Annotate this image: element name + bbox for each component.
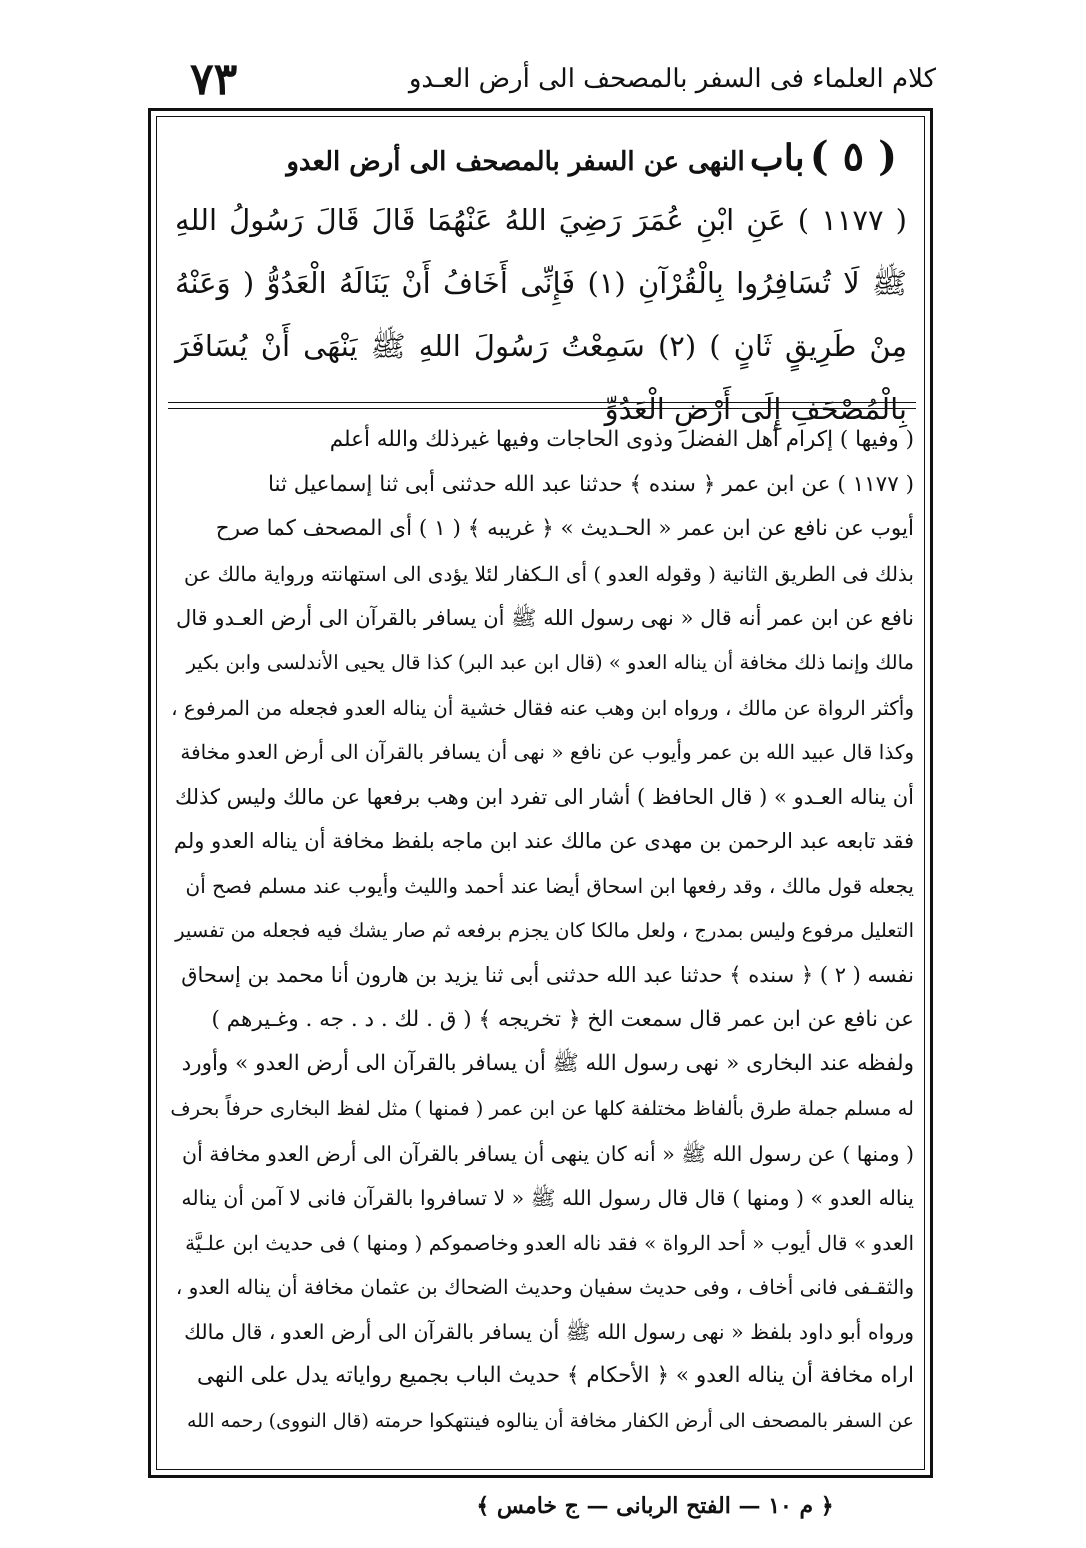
commentary bbox=[170, 418, 914, 1444]
commentary-line: ( ومنها ) عن رسول الله ﷺ « أنه كان ينهى أن يسافر بالقرآن الى أرض العدو مخافة أن bbox=[182, 1141, 914, 1166]
page-footer: ﴿ م ١٠ — الفتح الربانى — ج خامس ﴾ bbox=[476, 1493, 834, 1519]
commentary-line: عن نافع عن ابن عمر قال سمعت الخ ﴿ تخريجه ﴾ ( ق . لك . د . جه . وغـيرهم ) bbox=[211, 1006, 914, 1032]
section-divider-second bbox=[168, 408, 916, 409]
commentary-line: ( ١١٧٧ ) عن ابن عمر ﴿ سنده ﴾ حدثنا عبد الله حدثنى أبى ثنا إسماعيل ثنا bbox=[267, 471, 914, 497]
page-number: ٧٣ bbox=[190, 54, 238, 105]
commentary-line: والثقـفى فانى أخاف ، وفى حديث سفيان وحديث الضحاك بن عثمان مخافة أن يناله العدو ، bbox=[175, 1275, 914, 1300]
commentary-line: ( وفيها ) إكرام أهل الفضل وذوى الحاجات وفيها غيرذلك والله أعلم bbox=[329, 427, 914, 452]
commentary-line: بذلك فى الطريق الثانية ( وقوله العدو ) أى الـكفار لئلا يؤدى الى استهانته ورواية مالك عن bbox=[183, 561, 914, 586]
commentary-line: نافع عن ابن عمر أنه قال « نهى رسول الله ﷺ أن يسافر بالقرآن الى أرض العـدو قال bbox=[176, 606, 914, 631]
commentary-line: فقد تابعه عبد الرحمن بن مهدى عن مالك عند ابن ماجه بلفظ مخافة أن يناله العدو ولم bbox=[173, 829, 914, 854]
commentary-line: ورواه أبو داود بلفظ « نهى رسول الله ﷺ أن يسافر بالقرآن الى أرض العدو ، قال مالك bbox=[184, 1319, 914, 1344]
commentary-line: له مسلم جملة طرق بألفاظ مختلفة كلها عن ابن عمر ( فمنها ) مثل لفظ البخارى حرفاً بحرف bbox=[170, 1096, 914, 1120]
commentary-line: التعليل مرفوع وليس بمدرج ، ولعل مالكا كان يجزم برفعه ثم صار يشك فيه فجعله من تفسير bbox=[175, 918, 914, 942]
chapter-heading bbox=[165, 125, 917, 189]
commentary-line: يجعله قول مالك ، وقد رفعها ابن اسحاق أيضا عند أحمد والليث وأيوب عند مسلم فصح أن bbox=[185, 873, 914, 898]
hadith-section bbox=[165, 125, 917, 426]
commentary-line: مالك وإنما ذلك مخافة أن يناله العدو » (قال ابن عبد البر) كذا قال يحيى الأندلسى وابن بكير bbox=[186, 650, 914, 674]
running-title: كلام العلماء فى السفر بالمصحف الى أرض العـدو bbox=[408, 64, 936, 94]
commentary-line: ولفظه عند البخارى « نهى رسول الله ﷺ أن يسافر بالقرآن الى أرض العدو » وأورد bbox=[181, 1051, 914, 1077]
chapter-number: ( ٥ ) bbox=[809, 133, 897, 180]
commentary-line: وكذا قال عبيد الله بن عمر وأيوب عن نافع « نهى أن يسافر بالقرآن الى أرض العدو مخافة bbox=[180, 740, 914, 765]
commentary-line: أيوب عن نافع عن ابن عمر « الحـديث » ﴿ غريبه ﴾ ( ١ ) أى المصحف كما صرح bbox=[215, 516, 914, 542]
commentary-line: العدو » قال أيوب « أحد الرواة » فقد ناله العدو وخاصموكم ( ومنها ) فى حديث ابن علـيَّة bbox=[185, 1230, 914, 1255]
commentary-line: وأكثر الرواة عن مالك ، ورواه ابن وهب عنه فقال خشية أن يناله العدو فجعله من المرفوع ، bbox=[171, 695, 914, 720]
commentary-line: أن يناله العـدو » ( قال الحافظ ) أشار الى تفرد ابن وهب برفعها عن مالك وليس كذلك bbox=[174, 784, 914, 809]
commentary-line: نفسه ( ٢ ) ﴿ سنده ﴾ حدثنا عبد الله حدثنى أبى ثنا يزيد بن هارون أنا محمد بن إسحاق bbox=[181, 963, 914, 988]
hadith-text: ( ١١٧٧ ) عَنِ ابْنِ عُمَرَ رَضِيَ اللهُ عَنْهُمَا قَالَ قَالَ رَسُولُ اللهِ ﷺ لَا تُسَافِرُوا بِالْقُرْآنِ (١) فَإِنِّى أَخَافُ أَنْ يَنَالَهُ الْعَدُوُّ ( وَعَنْهُ مِنْ طَرِيقٍ ثَانٍ ) (٢) سَمِعْتُ رَسُولَ اللهِ ﷺ يَنْهَى أَنْ يُسَافَرَ بِالْمُصْحَفِ إِلَى أَرْضِ الْعَدُوِّ bbox=[175, 203, 908, 426]
section-divider bbox=[168, 402, 916, 403]
commentary-line: يناله العدو » ( ومنها ) قال قال رسول الله ﷺ « لا تسافروا بالقرآن فانى لا آمن أن يناله bbox=[181, 1186, 914, 1211]
page-header bbox=[160, 55, 936, 105]
commentary-line: اراه مخافة أن يناله العدو » ﴿ الأحكام ﴾ حديث الباب بجميع رواياته يدل على النهى bbox=[197, 1363, 914, 1389]
commentary-line: عن السفر بالمصحف الى أرض الكفار مخافة أن ينالوه فينتهكوا حرمته (قال النووى) رحمه الله bbox=[186, 1410, 914, 1433]
chapter-word: باب bbox=[749, 137, 805, 179]
chapter-title: النهى عن السفر بالمصحف الى أرض العدو bbox=[286, 147, 745, 177]
